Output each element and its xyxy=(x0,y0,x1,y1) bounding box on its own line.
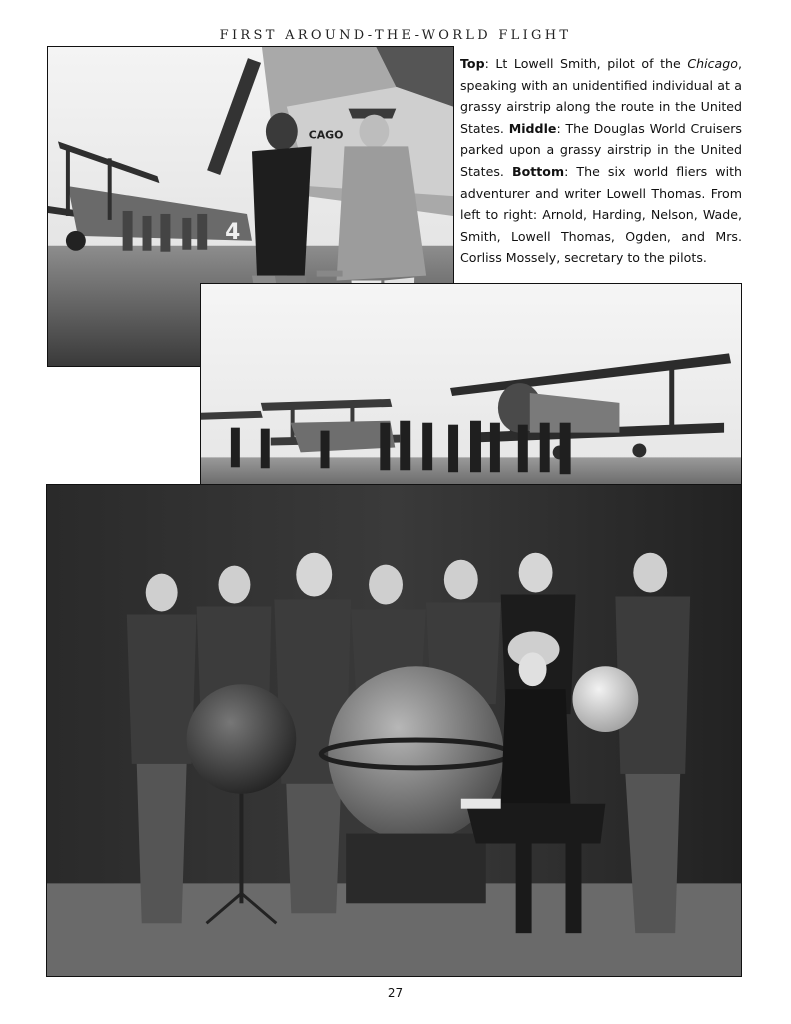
photo-bottom-world-fliers-group xyxy=(46,484,742,977)
caption-text-bottom: : The six world fliers with adventurer and writer Lowell Thomas. From left to right: Arnold, Harding, Nelson, Wade, Smith, Lowell Thomas, Ogden, and Mrs. Corliss Mossely, secretary to the pilots. xyxy=(460,163,743,266)
large-globe xyxy=(321,666,510,903)
light-globe xyxy=(572,666,638,732)
photo-caption xyxy=(460,53,742,269)
fuselage-lettering: CAGO xyxy=(308,128,344,142)
tail-number: 4 xyxy=(225,219,241,245)
caption-text-top-2: , speaking with an unidentified individual at a grassy airstrip along the route in the United States. xyxy=(460,56,742,136)
caption-label-bottom: Bottom xyxy=(512,163,565,179)
caption-text-middle: : The Douglas World Cruisers parked upon a grassy airstrip in the United States. xyxy=(460,120,742,179)
caption-label-top: Top xyxy=(460,56,485,71)
caption-label-middle: Middle xyxy=(508,120,557,136)
photo-middle-parked-cruisers xyxy=(200,283,742,499)
page-number: 27 xyxy=(387,986,404,1000)
caption-text-top-1: : Lt Lowell Smith, pilot of the xyxy=(484,56,688,71)
caption-aircraft-name: Chicago xyxy=(687,56,738,71)
running-header: FIRST AROUND-THE-WORLD FLIGHT xyxy=(219,28,572,43)
